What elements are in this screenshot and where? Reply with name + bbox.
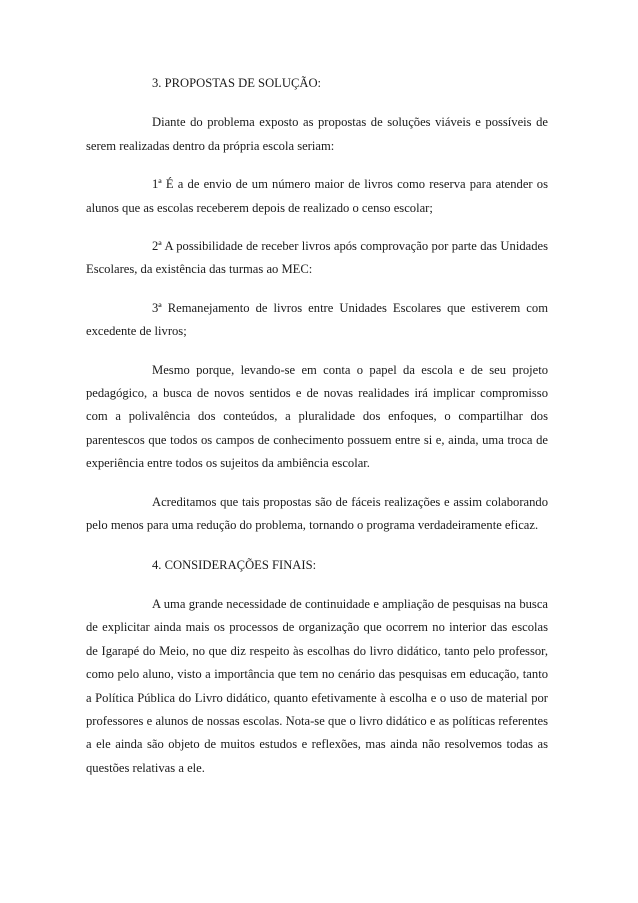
paragraph-intro: Diante do problema exposto as propostas de soluções viáveis e possíveis de serem realizadas dentro da própria escola seriam: [86, 115, 548, 153]
section-heading-consideracoes: 4. CONSIDERAÇÕES FINAIS: [152, 557, 317, 572]
paragraph-proposal-1: 1ª É a de envio de um número maior de livros como reserva para atender os alunos que as escolas receberem depois de realizado o censo escolar; [86, 177, 548, 215]
paragraph-mesmo-porque: Mesmo porque, levando-se em conta o papel da escola e de seu projeto pedagógico, a busca de novos sentidos e de novas realidades irá implicar compromisso com a polivalência dos conteúdos, a pluralidade dos enfoques, o compartilhar dos parentescos que todos os campos de conhecimento possuem entre si e, ainda, uma troca de experiência entre todos os sujeitos da ambiência escolar. [86, 362, 548, 471]
paragraph-proposal-2: 2ª A possibilidade de receber livros após comprovação por parte das Unidades Escolares, da existência das turmas ao MEC: [86, 239, 548, 277]
paragraph-acreditamos: Acreditamos que tais propostas são de fáceis realizações e assim colaborando pelo menos para uma redução do problema, tornando o programa verdadeiramente eficaz. [86, 494, 548, 533]
section-heading-propostas: 3. PROPOSTAS DE SOLUÇÃO: [152, 76, 322, 90]
paragraph-consideracoes: A uma grande necessidade de continuidade e ampliação de pesquisas na busca de explicitar ainda mais os processos de organização que ocorrem no interior das escolas de Igarapé do Meio, no que diz respeito às escolhas do livro didático, tanto pelo professor, como pelo aluno, visto a importância que tem no cenário das pesquisas em educação, tanto a Política Pública do Livro didático, quanto efetivamente à escolha e o uso de material por professores e alunos de nossas escolas. Nota-se que o livro didático e as políticas referentes a ele ainda são objeto de muitos estudos e reflexões, mas ainda não resolvemos todas as questões relativas a ele. [86, 596, 548, 775]
paragraph-proposal-3: 3ª Remanejamento de livros entre Unidades Escolares que estiverem com excedente de livros; [86, 300, 548, 339]
document-body [86, 72, 548, 795]
